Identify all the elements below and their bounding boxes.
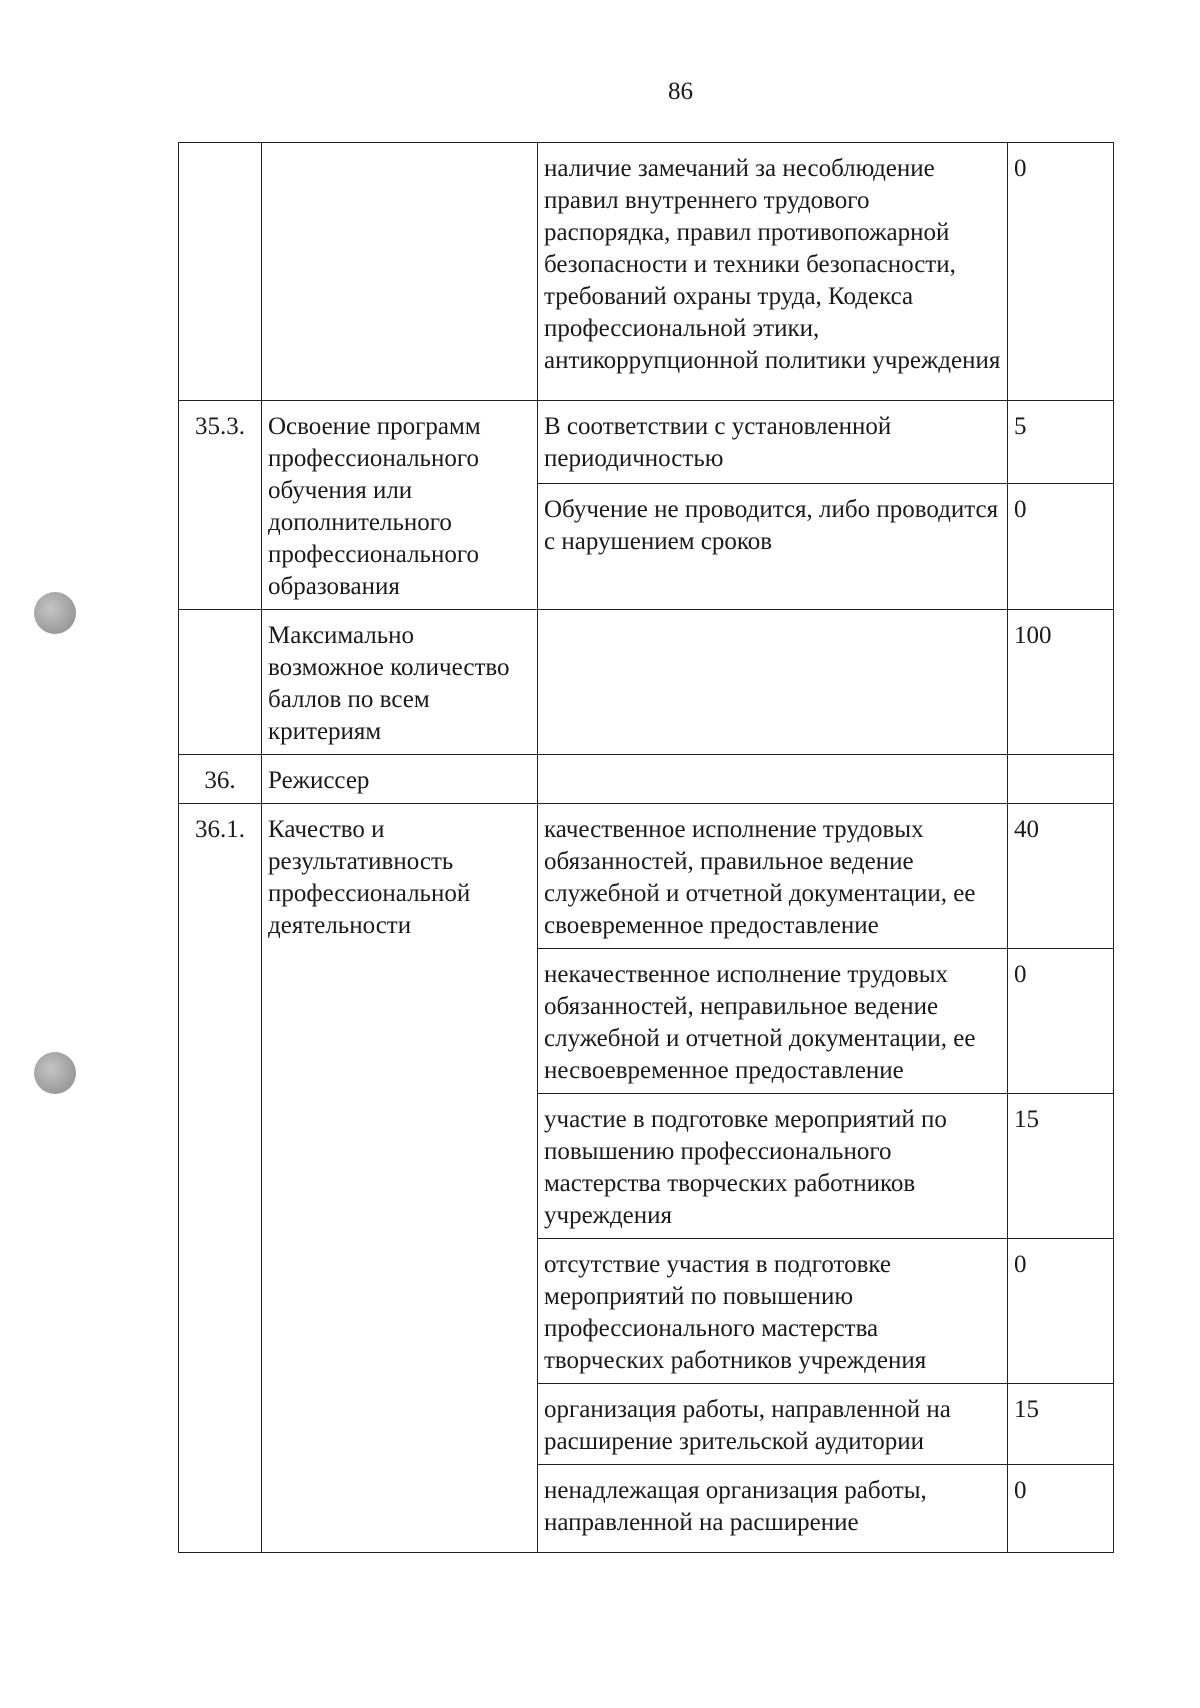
- page-number: 86: [668, 78, 693, 105]
- points-value: 5: [1008, 401, 1114, 484]
- criterion-name: Максимально возможное количество баллов по всем критериям: [262, 610, 538, 755]
- indicator-text: организация работы, направленной на расширение зрительской аудитории: [538, 1384, 1008, 1465]
- item-number: [179, 610, 262, 755]
- indicator-text: наличие замечаний за несоблюдение правил внутреннего трудового распорядка, правил противопожарной безопасности и техники безопасности, требований охраны труда, Кодекса профессиональной этики, антикоррупционной политики учреждения: [538, 143, 1008, 401]
- item-number: 36.: [179, 755, 262, 804]
- points-value: 0: [1008, 143, 1114, 401]
- points-value: 15: [1008, 1094, 1114, 1239]
- points-value: 0: [1008, 1465, 1114, 1553]
- points-value: [1008, 755, 1114, 804]
- indicator-text: участие в подготовке мероприятий по повышению профессионального мастерства творческих работников учреждения: [538, 1094, 1008, 1239]
- indicator-text: ненадлежащая организация работы, направленной на расширение: [538, 1465, 1008, 1553]
- indicator-text: Обучение не проводится, либо проводится с нарушением сроков: [538, 484, 1008, 610]
- criterion-name: [262, 143, 538, 401]
- criteria-table: [178, 142, 1114, 1553]
- punch-hole: [34, 592, 76, 634]
- table-row: [179, 401, 1114, 484]
- criteria-table-body: [179, 143, 1114, 1553]
- indicator-text: некачественное исполнение трудовых обязанностей, неправильное ведение служебной и отчетной документации, ее несвоевременное предоставление: [538, 949, 1008, 1094]
- criterion-name: Освоение программ профессионального обучения или дополнительного профессионального образования: [262, 401, 538, 610]
- table-row: [179, 804, 1114, 949]
- indicator-text: отсутствие участия в подготовке мероприятий по повышению профессионального мастерства творческих работников учреждения: [538, 1239, 1008, 1384]
- points-value: 0: [1008, 1239, 1114, 1384]
- indicator-text: качественное исполнение трудовых обязанностей, правильное ведение служебной и отчетной документации, ее своевременное предоставление: [538, 804, 1008, 949]
- punch-hole: [34, 1052, 76, 1094]
- item-number: 36.1.: [179, 804, 262, 1553]
- table-row: [179, 610, 1114, 755]
- indicator-text: В соответствии с установленной периодичностью: [538, 401, 1008, 484]
- points-value: 0: [1008, 949, 1114, 1094]
- criterion-name: Режиссер: [262, 755, 538, 804]
- table-row: [179, 143, 1114, 401]
- indicator-text: [538, 755, 1008, 804]
- item-number: [179, 143, 262, 401]
- points-value: 100: [1008, 610, 1114, 755]
- points-value: 40: [1008, 804, 1114, 949]
- criterion-name: Качество и результативность профессиональной деятельности: [262, 804, 538, 1553]
- item-number: 35.3.: [179, 401, 262, 610]
- points-value: 0: [1008, 484, 1114, 610]
- indicator-text: [538, 610, 1008, 755]
- table-row: [179, 755, 1114, 804]
- points-value: 15: [1008, 1384, 1114, 1465]
